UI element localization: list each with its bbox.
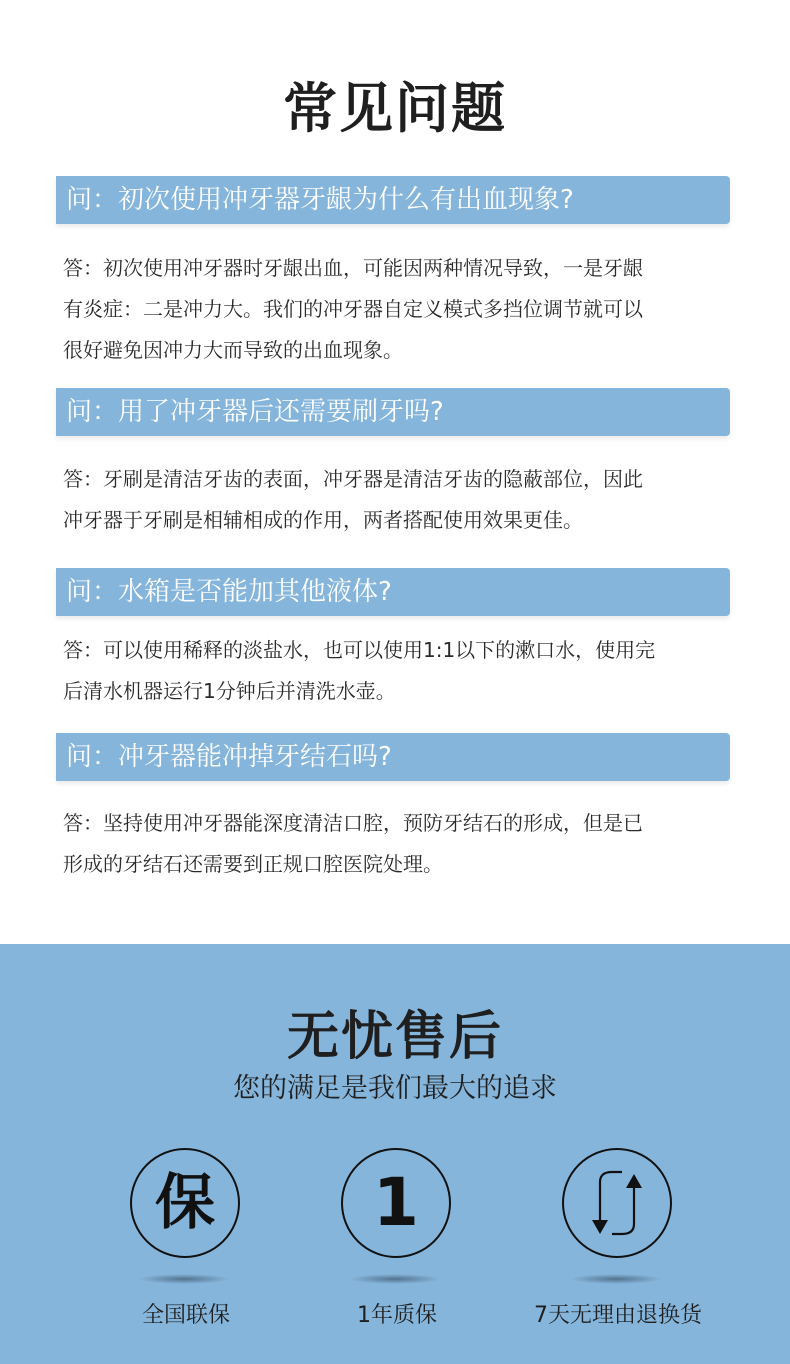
answer-line: 冲牙器于牙刷是相辅相成的作用，两者搭配使用效果更佳。 xyxy=(63,508,583,532)
faq-answer-2 xyxy=(63,459,728,541)
badge-label: 7天无理由退换货 xyxy=(534,1303,702,1328)
faq-question-3: 问：水箱是否能加其他液体? xyxy=(56,568,730,616)
badge-shadow xyxy=(349,1274,441,1284)
badge-label: 1年质保 xyxy=(357,1303,437,1328)
faq-title: 常见问题 xyxy=(283,77,507,140)
badge-label: 全国联保 xyxy=(141,1303,230,1328)
answer-line: 答：牙刷是清洁牙齿的表面，冲牙器是清洁牙齿的隐蔽部位，因此 xyxy=(63,467,643,491)
faq-question-1: 问：初次使用冲牙器牙龈为什么有出血现象? xyxy=(56,176,730,224)
faq-question-4: 问：冲牙器能冲掉牙结石吗? xyxy=(56,733,730,781)
answer-line: 答：坚持使用冲牙器能深度清洁口腔，预防牙结石的形成，但是已 xyxy=(63,811,643,835)
answer-line: 答：初次使用冲牙器时牙龈出血，可能因两种情况导致，一是牙龈 xyxy=(63,256,643,280)
faq-answer-4 xyxy=(63,803,728,885)
badge-seven-day-return xyxy=(508,1148,728,1348)
answer-line: 答：可以使用稀释的淡盐水，也可以使用1:1以下的漱口水，使用完 xyxy=(63,638,656,662)
guarantee-glyph: 保 xyxy=(155,1168,215,1238)
faq-answer-1 xyxy=(63,248,728,371)
faq-question-2: 问：用了冲牙器后还需要刷牙吗? xyxy=(56,388,730,436)
answer-line: 形成的牙结石还需要到正规口腔医院处理。 xyxy=(63,852,443,876)
answer-line: 有炎症：二是冲力大。我们的冲牙器自定义模式多挡位调节就可以 xyxy=(63,297,643,321)
answer-line: 很好避免因冲力大而导致的出血现象。 xyxy=(63,338,403,362)
after-sales-section xyxy=(0,944,790,1364)
badge-national-warranty xyxy=(76,1148,296,1348)
badge-one-year-warranty xyxy=(287,1148,507,1348)
answer-line: 后清水机器运行1分钟后并清洗水壶。 xyxy=(63,679,396,703)
faq-answer-3 xyxy=(63,630,728,712)
one-year-glyph: 1 xyxy=(373,1164,419,1241)
after-sales-subtitle: 您的满足是我们最大的追求 xyxy=(233,1073,557,1104)
after-sales-title: 无忧售后 xyxy=(286,1007,503,1067)
badge-shadow xyxy=(138,1274,230,1284)
badge-shadow xyxy=(570,1274,662,1284)
exchange-arrows-svg xyxy=(562,1148,672,1258)
